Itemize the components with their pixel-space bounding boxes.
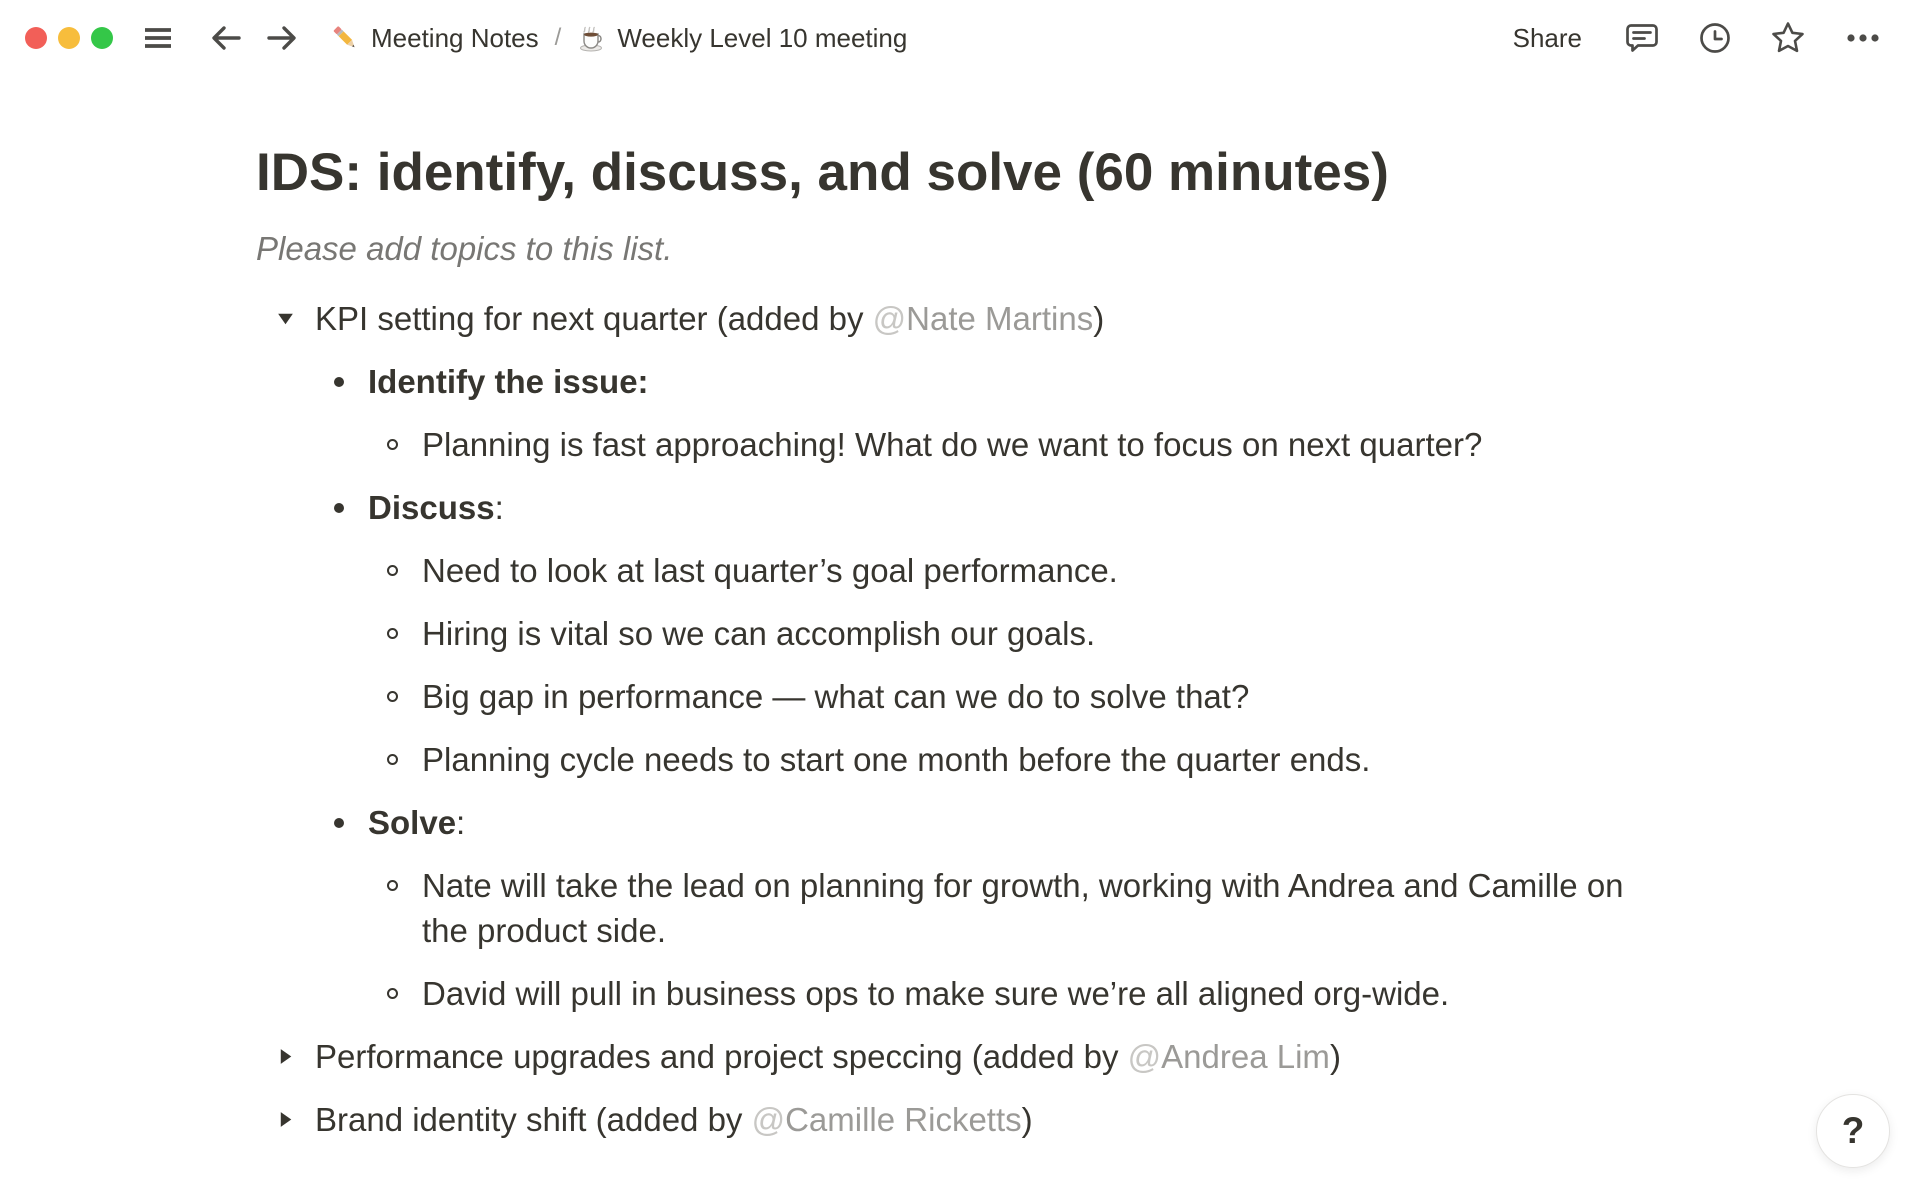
page-title[interactable]: IDS: identify, discuss, and solve (60 minutes) [256,143,1389,202]
block-text[interactable] [368,485,1656,530]
disc-bullet-icon [309,359,368,404]
breadcrumb-section[interactable] [331,23,539,54]
page-subtitle[interactable]: Please add topics to this list. [256,230,673,267]
breadcrumb-separator: / [554,24,562,51]
text-segment: Need to look at last quarter’s goal performance. [422,552,1118,589]
block-text[interactable] [422,737,1656,782]
block-text[interactable] [422,422,1656,467]
block-text[interactable] [368,800,1656,845]
ellipsis-icon [1844,21,1882,55]
bulleted-list-item[interactable] [363,728,1656,791]
bulleted-list-item[interactable] [363,962,1656,1025]
open-circle-bullet-icon [363,863,422,908]
pencil-icon [331,23,361,53]
open-circle-bullet-icon [363,422,422,467]
bulleted-list-item[interactable] [309,791,1656,854]
toggle-collapsed-icon[interactable] [256,1097,315,1142]
hamburger-icon [139,19,177,57]
nav-arrows [205,17,303,59]
mention-at-segment: @ [1127,1038,1162,1075]
open-circle-bullet-icon [363,971,422,1016]
toggle-block[interactable] [256,287,1656,350]
open-circle-bullet-icon [363,674,422,719]
clock-icon [1698,21,1732,55]
mention-name-segment: Nate Martins [906,300,1094,337]
text-segment: David will pull in business ops to make sure we’re all aligned org-wide. [422,975,1450,1012]
close-window-button[interactable] [25,27,47,49]
topbar-actions [1507,18,1884,58]
forward-arrow-icon [263,19,301,57]
block-text[interactable] [368,359,1656,404]
bold-segment: Discuss [368,489,495,526]
text-segment: Planning is fast approaching! What do we want to focus on next quarter? [422,426,1483,463]
bulleted-list-item[interactable] [363,539,1656,602]
comment-bubble-icon [1624,20,1660,56]
text-segment: ) [1021,1101,1033,1138]
block-text[interactable] [422,611,1656,656]
mention-name-segment: Camille Ricketts [785,1101,1022,1138]
text-segment: KPI setting for next quarter (added by [315,300,873,337]
text-segment: ) [1329,1038,1341,1075]
block-text[interactable] [422,548,1656,593]
bulleted-list-item[interactable] [309,476,1656,539]
sidebar-menu-button[interactable] [137,17,179,59]
page-content [0,144,1700,1151]
help-button[interactable] [1816,1094,1890,1168]
bulleted-list-item[interactable] [309,350,1656,413]
star-icon [1770,20,1806,56]
block-text[interactable] [422,674,1656,719]
breadcrumb-page-label: Weekly Level 10 meeting [617,22,908,53]
forward-button[interactable] [261,17,303,59]
toggle-expanded-icon[interactable] [256,296,315,341]
breadcrumb-page[interactable] [577,23,907,54]
bulleted-list-item[interactable] [363,854,1656,962]
mention-name-segment: Andrea Lim [1161,1038,1330,1075]
favorite-button[interactable] [1768,18,1808,58]
block-text[interactable] [422,971,1656,1016]
updates-button[interactable] [1696,19,1734,57]
text-segment: Planning cycle needs to start one month before the quarter ends. [422,741,1371,778]
toggle-block[interactable] [256,1088,1656,1151]
disc-bullet-icon [309,485,368,530]
back-button[interactable] [205,17,247,59]
bulleted-list-item[interactable] [363,413,1656,476]
text-segment: Big gap in performance — what can we do to solve that? [422,678,1250,715]
text-segment: : [456,804,466,841]
text-segment: Brand identity shift (added by [315,1101,752,1138]
mention-at-segment: @ [751,1101,786,1138]
share-button[interactable]: Share [1507,19,1588,58]
bulleted-list-item[interactable] [363,602,1656,665]
open-circle-bullet-icon [363,737,422,782]
disc-bullet-icon [309,800,368,845]
text-segment: ) [1093,300,1105,337]
bold-segment: Solve [368,804,457,841]
page-blocks [256,287,1656,1151]
block-text[interactable] [315,1097,1656,1142]
block-text[interactable] [422,863,1656,953]
bold-segment: Identify the issue: [368,363,649,400]
block-text[interactable] [315,1034,1656,1079]
open-circle-bullet-icon [363,548,422,593]
text-segment: Hiring is vital so we can accomplish our goals. [422,615,1096,652]
toggle-block[interactable] [256,1025,1656,1088]
back-arrow-icon [207,19,245,57]
minimize-window-button[interactable] [58,27,80,49]
text-segment: Nate will take the lead on planning for growth, working with Andrea and Camille on the product side. [422,867,1624,949]
zoom-window-button[interactable] [91,27,113,49]
window-controls [25,27,113,49]
block-text[interactable] [315,296,1656,341]
coffee-icon [577,23,607,53]
bulleted-list-item[interactable] [363,665,1656,728]
window-topbar [0,0,1920,76]
text-segment: : [494,489,504,526]
text-segment: Performance upgrades and project speccing (added by [315,1038,1128,1075]
toggle-collapsed-icon[interactable] [256,1034,315,1079]
breadcrumb [331,23,907,54]
mention-at-segment: @ [872,300,907,337]
more-options-button[interactable] [1842,19,1884,57]
comments-button[interactable] [1622,18,1662,58]
breadcrumb-section-label: Meeting Notes [371,22,539,53]
open-circle-bullet-icon [363,611,422,656]
help-question-label: ? [1841,1110,1865,1151]
